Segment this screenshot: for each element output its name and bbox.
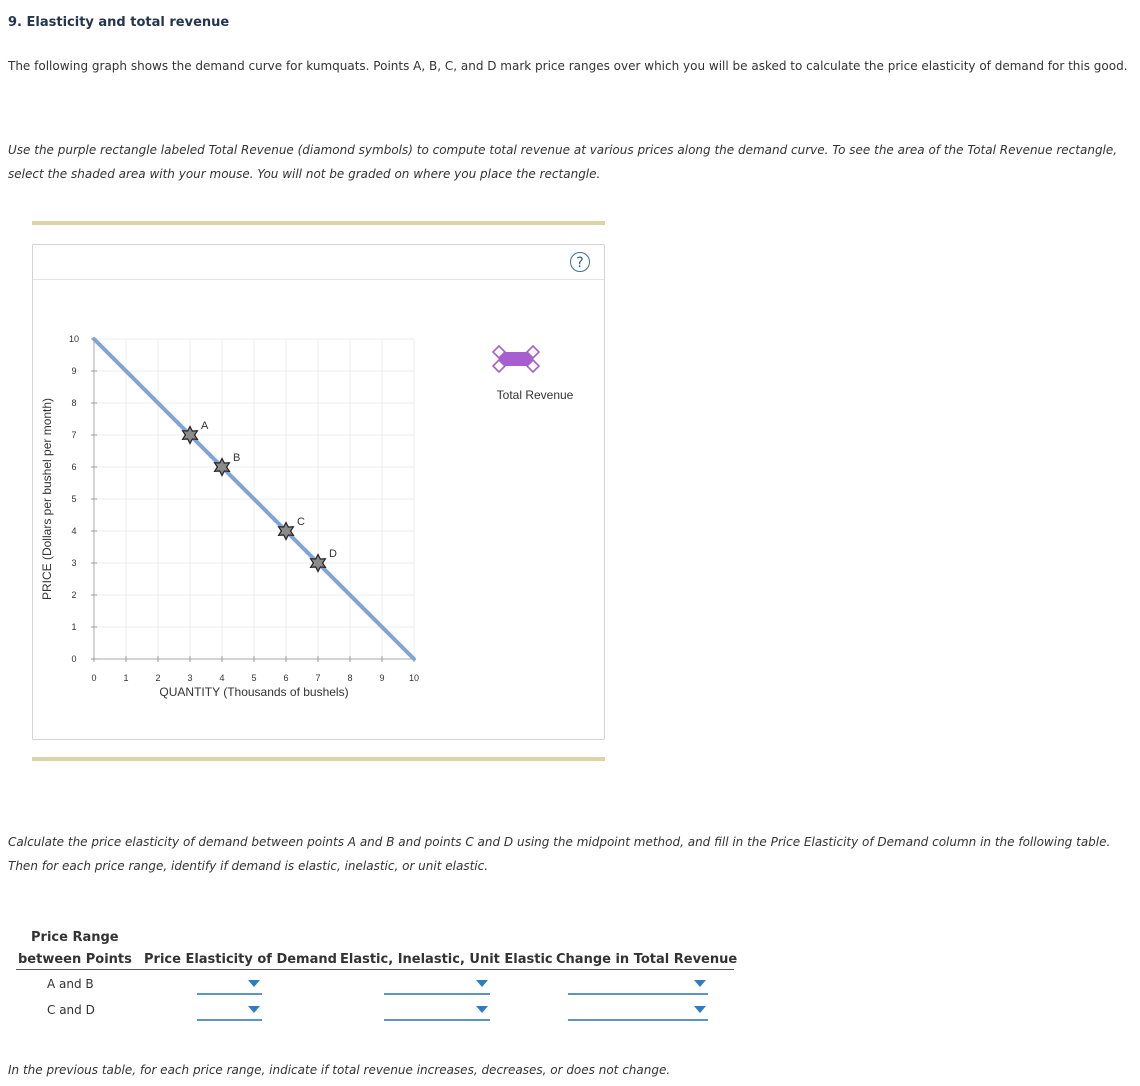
x-tick-label: 9	[379, 673, 385, 683]
x-tick-label: 4	[219, 673, 225, 683]
revenue-dropdown-a-b[interactable]	[568, 973, 708, 995]
help-button[interactable]: ?	[570, 252, 590, 272]
graph-panel	[32, 244, 605, 740]
x-tick-label: 6	[283, 673, 289, 683]
point-c-label: C	[297, 516, 305, 528]
y-tick-label: 2	[71, 590, 77, 600]
x-tick-label: 3	[187, 673, 193, 683]
y-tick-label: 4	[71, 526, 77, 536]
point-d-label: D	[329, 548, 337, 560]
y-axis-title: PRICE (Dollars per bushel per month)	[40, 397, 54, 601]
total-revenue-tool[interactable]	[487, 341, 545, 377]
intro-text: The following graph shows the demand curve for kumquats. Points A, B, C, and D mark price ranges over which you will be asked to calculate the price elasticity of demand for this good.	[8, 59, 1128, 73]
x-tick-label: 5	[251, 673, 257, 683]
point-b-label: B	[233, 452, 241, 464]
bottom-divider	[32, 757, 605, 761]
chevron-down-icon	[694, 1006, 706, 1013]
x-tick-label: 0	[91, 673, 97, 683]
point-a-label: A	[201, 420, 209, 432]
y-tick-label: 1	[71, 622, 77, 632]
x-tick-label: 7	[315, 673, 321, 683]
table-header-rule	[16, 969, 734, 970]
x-tick-label: 10	[408, 673, 420, 683]
calculate-instructions: Calculate the price elasticity of demand between points A and B and points C and D using the midpoint method, and fill in the Price Elasticity of Demand column in the following table. Then for each price range, identify if demand is elastic, inelastic, or unit elastic.	[8, 835, 1111, 873]
chevron-down-icon	[248, 980, 260, 987]
y-tick-label: 7	[71, 430, 77, 440]
header-revenue-change: Change in Total Revenue	[556, 952, 738, 967]
classification-dropdown-a-b[interactable]	[384, 973, 490, 995]
y-tick-label: 8	[71, 398, 77, 408]
total-revenue-rectangle[interactable]	[499, 352, 533, 366]
chevron-down-icon	[476, 980, 488, 987]
header-classification: Elastic, Inelastic, Unit Elastic	[340, 952, 553, 967]
instructions-text: Use the purple rectangle labeled Total Revenue (diamond symbols) to compute total revenue at various prices along the demand curve. To see the area of the Total Revenue rectangle, select the shaded area with your mouse. You will not be graded on where you place the rectangle.	[8, 143, 1118, 181]
elasticity-dropdown-c-d[interactable]	[197, 999, 262, 1021]
header-between-points: between Points	[18, 952, 132, 967]
chevron-down-icon	[248, 1006, 260, 1013]
chevron-down-icon	[694, 980, 706, 987]
y-tick-label: 6	[71, 462, 77, 472]
elasticity-dropdown-a-b[interactable]	[197, 973, 262, 995]
y-tick-label: 5	[71, 494, 77, 504]
question-title: 9. Elasticity and total revenue	[8, 15, 230, 30]
y-tick-label: 10	[68, 334, 80, 344]
header-price-range: Price Range	[31, 930, 119, 945]
row-range-a-b: A and B	[47, 977, 94, 991]
x-tick-label: 1	[123, 673, 129, 683]
y-tick-label: 0	[71, 654, 77, 664]
revenue-dropdown-c-d[interactable]	[568, 999, 708, 1021]
row-range-c-d: C and D	[47, 1003, 95, 1017]
x-tick-label: 2	[155, 673, 161, 683]
top-divider	[32, 221, 605, 225]
chevron-down-icon	[476, 1006, 488, 1013]
y-tick-label: 9	[71, 366, 77, 376]
x-tick-label: 8	[347, 673, 353, 683]
classification-dropdown-c-d[interactable]	[384, 999, 490, 1021]
total-revenue-label: Total Revenue	[496, 388, 574, 402]
final-instructions: In the previous table, for each price range, indicate if total revenue increases, decreases, or does not change.	[8, 1063, 671, 1077]
demand-chart	[33, 245, 604, 739]
y-tick-label: 3	[71, 558, 77, 568]
x-axis-title: QUANTITY (Thousands of bushels)	[159, 685, 349, 699]
header-elasticity: Price Elasticity of Demand	[144, 952, 337, 967]
